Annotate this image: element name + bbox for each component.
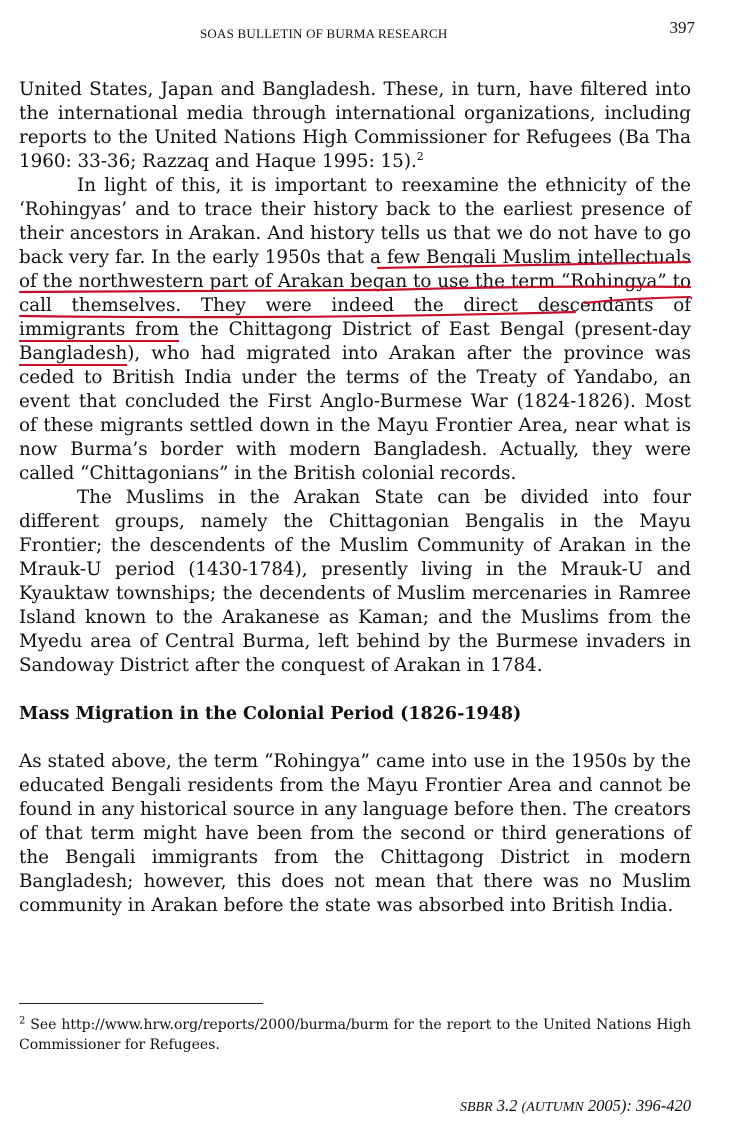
footer-issue: 3.2 [496, 1096, 518, 1115]
underlined-bangladesh: Bangladesh [19, 343, 128, 364]
body-text [19, 78, 691, 918]
paragraph-1 [19, 78, 691, 174]
footnote-mark: 2 [19, 1015, 26, 1027]
footnote-text: See http://www.hrw.org/reports/2000/burma/burm for the report to the United Nations High Commissioner for Refugees. [19, 1017, 691, 1053]
running-head: SOAS BULLETIN OF BURMA RESEARCH [200, 26, 448, 41]
paragraph-2-text-a: In light of this, it is important to reexamine the ethnicity of the ‘Rohingyas’ and to trace their history back to the earliest presence of their ancestors in Arakan. And history tells us that we do not have to go back very far. [19, 175, 691, 268]
paragraph-2 [19, 174, 691, 486]
footnote-divider [19, 1003, 263, 1004]
page-header [0, 18, 743, 48]
paragraph-2-text-c: They were indeed the direct descendants of [181, 295, 691, 316]
page-number: 397 [669, 18, 695, 37]
page-footer [460, 1096, 691, 1116]
section-heading: Mass Migration in the Colonial Period (1826-1948) [19, 704, 522, 724]
paragraph-1-text: United States, Japan and Bangladesh. These, in turn, have filtered into the international media through international organizations, including reports to the United Nations High Commissioner for Refugees (Ba Tha 1960: 33-36; Razzaq and Haque 1995: 15). [19, 79, 691, 172]
paragraph-3: The Muslims in the Arakan State can be divided into four different groups, namely the Chittagonian Bengalis in the Mayu Frontier; the descendents of the Muslim Community of Arakan in the Mrauk-U period (1430-1784), presently living in the Mrauk-U and Kyauktaw townships; the decendents of Muslim mercenaries in Ramree Island known to the Arakanese as Kaman; and the Muslims from the Myedu area of Central Burma, left behind by the Burmese invaders in Sandoway District after the conquest of Arakan in 1784. [19, 487, 691, 676]
footnote [19, 1015, 691, 1055]
footer-year-pages: 2005): 396-420 [587, 1096, 691, 1115]
footer-journal: SBBR [460, 1100, 493, 1115]
paragraph-2-text-e: the Chittagong District of East Bengal (present-day [178, 319, 691, 340]
footnote-reference[interactable]: 2 [416, 149, 424, 163]
underlined-immigrants: immigrants from [19, 319, 179, 340]
underlined-claim: In the early 1950s that a few Bengali Muslim intellectuals of the northwestern part of Arakan began to use the term “Rohingya” to call themselves. [19, 247, 691, 316]
footer-season: (AUTUMN [521, 1100, 584, 1115]
paragraph-2-text-g: ), who had migrated into Arakan after the province was ceded to British India under the terms of the Treaty of Yandabo, an event that concluded the First Anglo-Burmese War (1824-1826). Most of these migrants settled down in the Mayu Frontier Area, near what is now Burma’s border with modern Bangladesh. Actually, they were called “Chittagonians” in the British colonial records. [19, 343, 691, 484]
paragraph-4: As stated above, the term “Rohingya” came into use in the 1950s by the educated Bengali residents from the Mayu Frontier Area and cannot be found in any historical source in any language before then. The creators of that term might have been from the second or third generations of the Bengali immigrants from the Chittagong District in modern Bangladesh; however, this does not mean that there was no Muslim community in Arakan before the state was absorbed into British India. [19, 751, 691, 916]
